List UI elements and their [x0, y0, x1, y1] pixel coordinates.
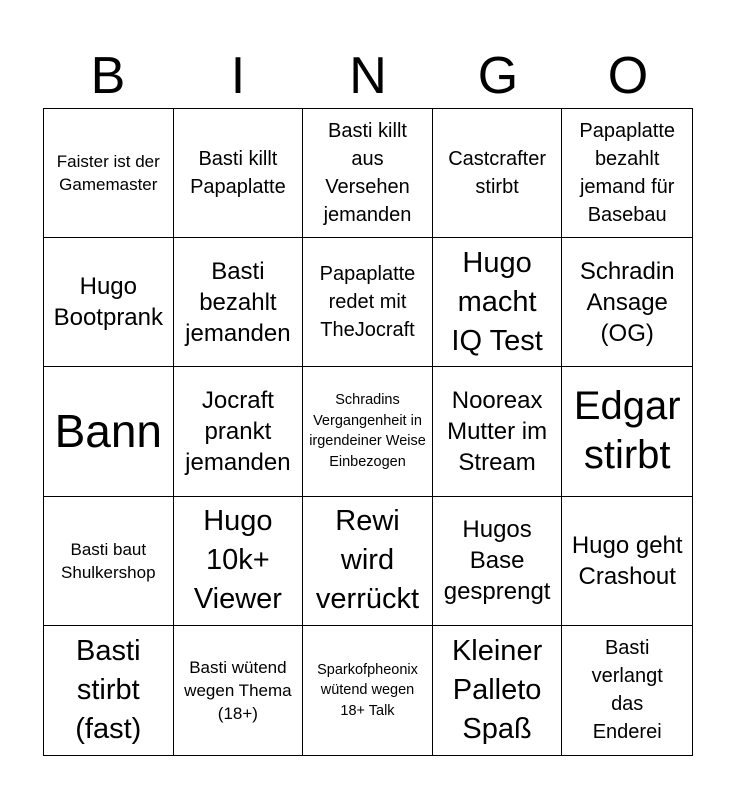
cell-text: Hugos Base gesprengt	[443, 516, 551, 606]
bingo-cell[interactable]	[562, 367, 692, 496]
cell-text: Jocraft prankt jemanden	[185, 386, 291, 476]
cell-text: Castcrafter stirbt	[448, 148, 546, 199]
header-letter-n: N	[349, 47, 387, 105]
cell-text: Basti baut Shulkershop	[61, 539, 156, 582]
cell-text: Basti killt Papaplatte	[190, 148, 286, 199]
header-letter-i: I	[230, 47, 246, 105]
bingo-cell[interactable]	[303, 626, 433, 755]
bingo-cell[interactable]	[433, 626, 563, 755]
bingo-header	[43, 44, 693, 108]
bingo-cell[interactable]	[433, 109, 563, 238]
cell-text: Hugo geht Crashout	[571, 531, 683, 590]
cell-text: Hugo Bootprank	[53, 273, 163, 332]
bingo-cell[interactable]	[433, 238, 563, 367]
cell-text: Hugo 10k+ Viewer	[193, 505, 282, 616]
cell-text: Papaplatte redet mit TheJocraft	[319, 263, 416, 342]
bingo-cell[interactable]	[174, 238, 304, 367]
bingo-cell[interactable]	[303, 238, 433, 367]
header-letter-b: B	[90, 47, 126, 105]
bingo-cell[interactable]	[433, 497, 563, 626]
bingo-cell[interactable]	[303, 367, 433, 496]
cell-text: Rewi wird verrückt	[315, 505, 420, 616]
bingo-cell[interactable]	[433, 367, 563, 496]
bingo-grid	[43, 108, 693, 756]
cell-text: Hugo macht IQ Test	[451, 246, 543, 357]
bingo-cell[interactable]	[562, 109, 692, 238]
cell-text: Basti stirbt (fast)	[75, 634, 142, 745]
bingo-cell[interactable]	[44, 367, 174, 496]
cell-text: Basti wütend wegen Thema (18+)	[184, 657, 292, 723]
cell-text: Papaplatte bezahlt jemand für Basebau	[579, 120, 676, 227]
bingo-cell[interactable]	[44, 109, 174, 238]
cell-text: Faister ist der Gamemaster	[56, 152, 160, 195]
bingo-cell[interactable]	[303, 497, 433, 626]
bingo-cell[interactable]	[562, 238, 692, 367]
cell-text: Nooreax Mutter im Stream	[447, 386, 548, 476]
header-letter-o: O	[607, 47, 649, 105]
cell-text: Sparkofpheonix wütend wegen 18+ Talk	[317, 661, 418, 719]
header-letter-g: G	[477, 47, 519, 105]
bingo-cell[interactable]	[303, 109, 433, 238]
cell-text: Basti verlangt das Enderei	[591, 637, 663, 744]
cell-text: Edgar stirbt	[573, 384, 681, 478]
bingo-cell[interactable]	[44, 626, 174, 755]
cell-text: Kleiner Palleto Spaß	[451, 634, 543, 745]
bingo-cell[interactable]	[174, 626, 304, 755]
cell-text: Basti bezahlt jemanden	[185, 257, 291, 347]
bingo-cell[interactable]	[174, 109, 304, 238]
bingo-cell[interactable]	[562, 497, 692, 626]
bingo-cell[interactable]	[174, 367, 304, 496]
bingo-cell[interactable]	[562, 626, 692, 755]
bingo-cell[interactable]	[44, 238, 174, 367]
cell-text: Schradins Vergangenheit in irgendeiner Weise Einbezogen	[309, 392, 426, 470]
cell-text: Basti killt aus Versehen jemanden	[323, 120, 412, 227]
cell-text: Bann	[54, 405, 163, 458]
bingo-cell[interactable]	[44, 497, 174, 626]
bingo-cell[interactable]	[174, 497, 304, 626]
cell-text: Schradin Ansage (OG)	[579, 257, 675, 347]
